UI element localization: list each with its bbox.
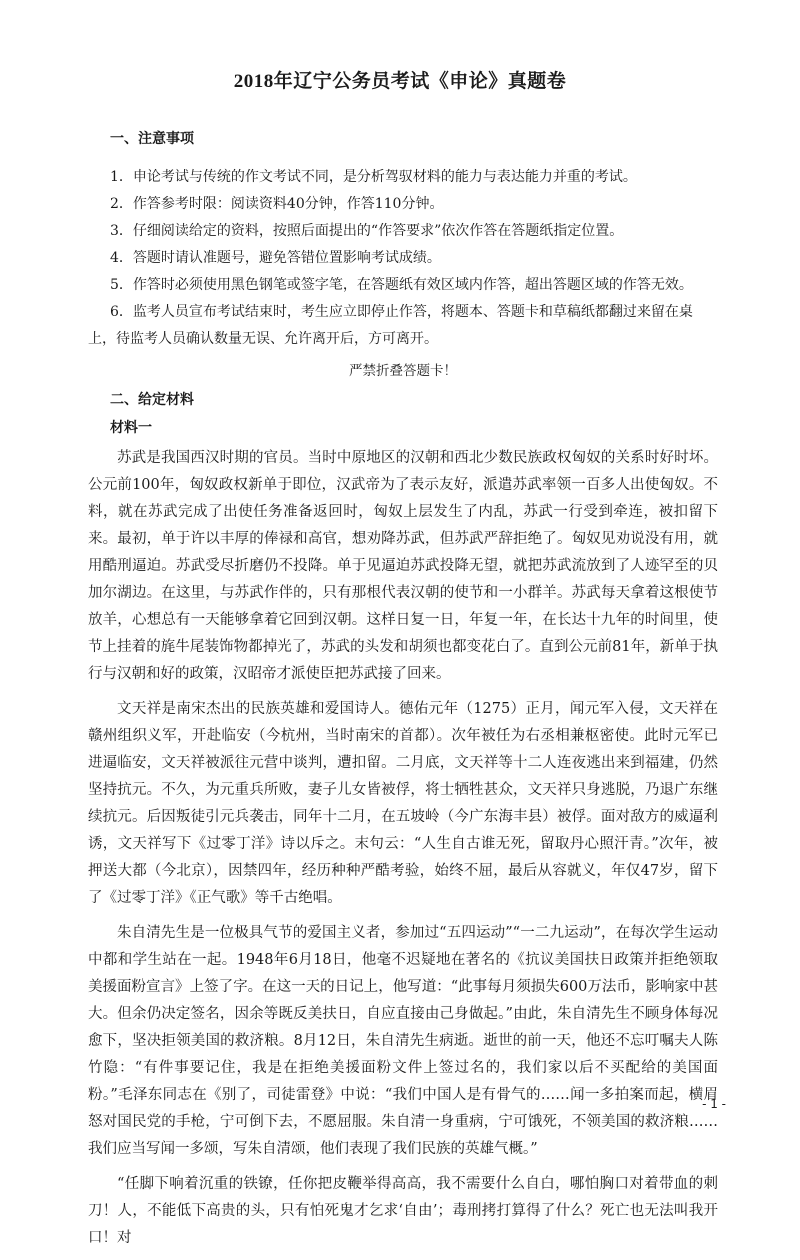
- material-title: 材料一: [110, 420, 152, 436]
- page-title: 2018年辽宁公务员考试《申论》真题卷: [233, 71, 567, 92]
- material-paragraph: 苏武是我国西汉时期的官员。当时中原地区的汉朝和西北少数民族政权匈奴的关系时好时坏。公元前100年，匈奴政权新单于即位，汉武帝为了表示友好，派遣苏武率领一百多人出使匈奴。不料，就在苏武完成了出使任务准备返回时，匈奴上层发生了内乱，苏武一行受到牵连，被扣留下来。最初，单于许以丰厚的俸禄和高官，想劝降苏武，但苏武严辞拒绝了。匈奴见劝说没有用，就用酷刑逼迫。苏武受尽折磨仍不投降。单于见逼迫苏武投降无望，就把苏武流放到了人迹罕至的贝加尔湖边。在这里，与苏武作伴的，只有那根代表汉朝的使节和一小群羊。苏武每天拿着这根使节放羊，心想总有一天能够拿着它回到汉朝。这样日复一日，年复一年，在长达十九年的时间里，使节上挂着的旄牛尾装饰物都掉光了，苏武的头发和胡须也都变花白了。直到公元前81年，新单于执行与汉朝和好的政策，汉昭帝才派使臣把苏武接了回来。: [88, 450, 718, 682]
- notice-item: 4．答题时请认准题号，避免答错位置影响考试成绩。: [110, 250, 441, 266]
- notice-item: 3．仔细阅读给定的资料，按照后面提出的“作答要求”依次作答在答题纸指定位置。: [110, 223, 624, 239]
- material-paragraph: 文天祥是南宋杰出的民族英雄和爱国诗人。德佑元年（1275）正月，闻元军入侵，文天祥在赣州组织义军，开赴临安（今杭州，当时南宋的首都）。次年被任为右丞相兼枢密使。此时元军已进逼临安，文天祥被派往元营中谈判，遭扣留。二月底，文天祥等十二人连夜逃出来到福建，仍然坚持抗元。不久，为元重兵所败，妻子儿女皆被俘，将士牺牲甚众，文天祥只身逃脱，乃退广东继续抗元。后因叛徒引元兵袭击，同年十二月，在五坡岭（今广东海丰县）被俘。面对敌方的威逼利诱，文天祥写下《过零丁洋》诗以斥之。末句云：“人生自古谁无死，留取丹心照汗青。”次年，被押送大都（今北京），因禁四年，经历种种严酷考验，始终不屈，最后从容就义，年仅47岁，留下了《过零丁洋》《正气歌》等千古绝唱。: [88, 701, 718, 906]
- notice-item: 2．作答参考时限：阅读资料40分钟，作答110分钟。: [110, 196, 444, 212]
- notice-item: 6．监考人员宣布考试结束时，考生应立即停止作答，将题本、答题卡和草稿纸都翻过来留在桌上，待监考人员确认数量无误、允许离开后，方可离开。: [88, 304, 693, 347]
- material-paragraph: 朱自清先生是一位极具气节的爱国主义者，参加过“五四运动”“一二九运动”，在每次学生运动中都和学生站在一起。1948年6月18日，他毫不迟疑地在著名的《抗议美国扶日政策并拒绝领取美援面粉宣言》上签了字。在这一天的日记上，他写道：“此事每月须损失600万法币，影响家中甚大。但余仍决定签名，因余等既反美扶日，自应直接由己身做起。”由此，朱自清先生不顾身体每况愈下，坚决拒领美国的救济粮。8月12日，朱自清先生病逝。逝世的前一天，他还不忘叮嘱夫人陈竹隐：“有件事要记住，我是在拒绝美援面粉文件上签过名的，我们家以后不买配给的美国面粉。”毛泽东同志在《别了，司徒雷登》中说：“我们中国人是有骨气的……闻一多拍案而起，横眉怒对国民党的手枪，宁可倒下去，不愿屈服。朱自清一身重病，宁可饿死，不领美国的救济粮……我们应当写闻一多颂，写朱自清颂，他们表现了我们民族的英雄气概。”: [88, 925, 718, 1157]
- material-paragraph: “任脚下响着沉重的铁镣，任你把皮鞭举得高高，我不需要什么自白，哪怕胸口对着带血的刺刀！人，不能低下高贵的头，只有怕死鬼才乞求‘自由’；毒刑拷打算得了什么？死亡也无法叫我开口！对: [88, 1176, 718, 1246]
- document-body: [88, 128, 718, 1260]
- warning-note: 严禁折叠答题卡！: [349, 363, 457, 379]
- notice-item: 1．申论考试与传统的作文考试不同，是分析驾驭材料的能力与表达能力并重的考试。: [110, 169, 637, 185]
- page-number: - 1 -: [702, 1097, 726, 1111]
- section-heading-materials: 二、给定材料: [110, 392, 194, 408]
- section-heading-notes: 一、注意事项: [110, 131, 194, 147]
- notice-item: 5．作答时必须使用黑色钢笔或签字笔，在答题纸有效区域内作答，超出答题区域的作答无效。: [110, 277, 693, 293]
